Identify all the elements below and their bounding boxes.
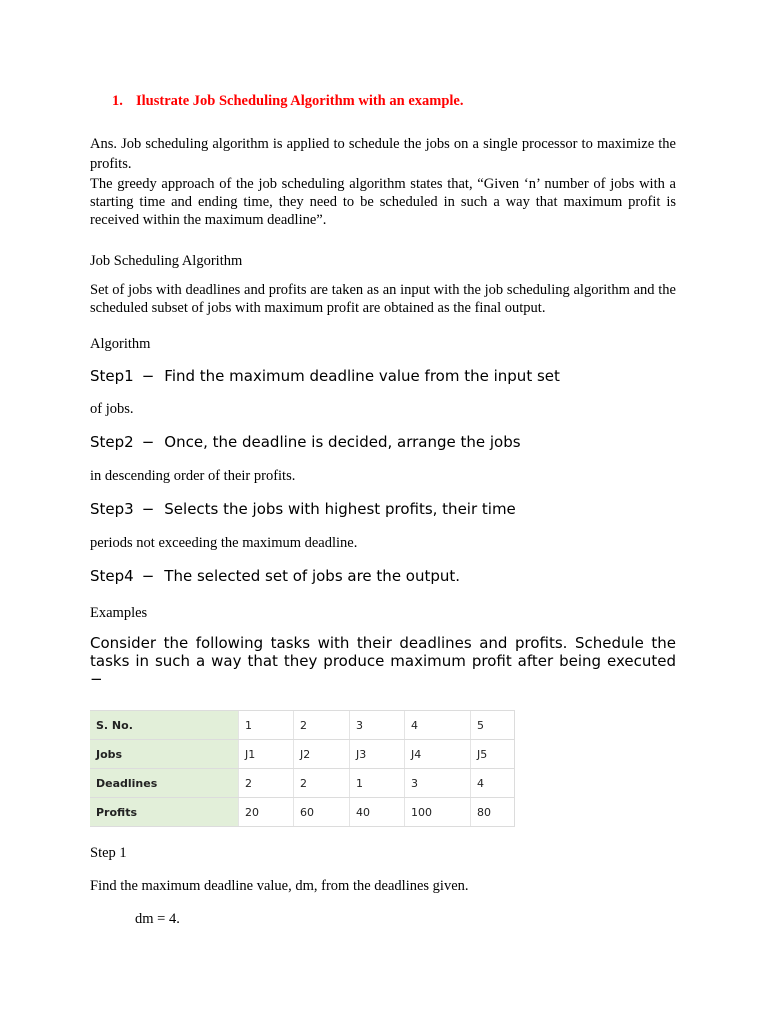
step-3	[90, 499, 516, 519]
row-header: Deadlines	[90, 769, 239, 798]
table-row	[90, 769, 515, 798]
step-text: The selected set of jobs are the output.	[164, 567, 461, 585]
step-2-continuation: in descending order of their profits.	[90, 468, 296, 484]
step-text: Once, the deadline is decided, arrange the jobs	[164, 433, 521, 451]
table-cell: 20	[239, 798, 294, 827]
table-cell: 2	[294, 711, 350, 740]
step-4	[90, 566, 460, 586]
table-cell: 1	[350, 769, 405, 798]
step-dash: −	[141, 367, 155, 385]
algorithm-title: Algorithm	[90, 336, 151, 352]
step-3-continuation: periods not exceeding the maximum deadline.	[90, 535, 358, 551]
table-cell: 4	[405, 711, 471, 740]
table-row	[90, 711, 515, 740]
table-row	[90, 798, 515, 827]
examples-text: Consider the following tasks with their deadlines and profits. Schedule the tasks in such a way that they produce maximum profit after being executed −	[90, 634, 676, 688]
row-header: Profits	[90, 798, 239, 827]
step-label: Step4	[90, 567, 134, 585]
examples-title: Examples	[90, 605, 148, 621]
question-text: Ilustrate Job Scheduling Algorithm with an example.	[136, 93, 464, 109]
table-cell: J1	[239, 740, 294, 769]
table-cell: J2	[294, 740, 350, 769]
step-label: Step3	[90, 500, 134, 518]
step-label: Step2	[90, 433, 134, 451]
step-text: Find the maximum deadline value from the input set	[164, 367, 560, 385]
table-cell: 1	[239, 711, 294, 740]
section-text: Set of jobs with deadlines and profits are taken as an input with the job scheduling algorithm and the scheduled subset of jobs with maximum profit are obtained as the final output.	[90, 282, 676, 316]
step-label: Step1	[90, 367, 134, 385]
table-cell: 2	[294, 769, 350, 798]
table-cell: 100	[405, 798, 471, 827]
question-number: 1.	[112, 93, 123, 109]
step-text: Selects the jobs with highest profits, their time	[164, 500, 516, 518]
step-1	[90, 366, 560, 386]
table-cell: 2	[239, 769, 294, 798]
question-heading	[112, 93, 463, 110]
step-dash: −	[141, 500, 155, 518]
step-dash: −	[141, 567, 155, 585]
table-cell: J4	[405, 740, 471, 769]
step-1-title: Step 1	[90, 845, 127, 861]
step-1-continuation: of jobs.	[90, 401, 134, 417]
table-cell: 3	[405, 769, 471, 798]
step-2	[90, 432, 521, 452]
table-cell: J3	[350, 740, 405, 769]
section-title: Job Scheduling Algorithm	[90, 253, 243, 269]
answer-intro: Ans. Job scheduling algorithm is applied to schedule the jobs on a single processor to maximize the profits.	[90, 136, 676, 172]
step-dash: −	[141, 433, 155, 451]
dm-equation: dm = 4.	[135, 911, 180, 927]
table-cell: J5	[471, 740, 515, 769]
table-cell: 4	[471, 769, 515, 798]
table-cell: 80	[471, 798, 515, 827]
greedy-paragraph: The greedy approach of the job scheduling algorithm states that, “Given ‘n’ number of jobs with a starting time and ending time, they need to be scheduled in such a way that maximum profit is received within the maximum deadline”.	[90, 176, 676, 228]
table-row	[90, 740, 515, 769]
row-header: S. No.	[90, 711, 239, 740]
table-cell: 40	[350, 798, 405, 827]
table-cell: 5	[471, 711, 515, 740]
jobs-table	[90, 710, 515, 827]
table-cell: 3	[350, 711, 405, 740]
table-cell: 60	[294, 798, 350, 827]
row-header: Jobs	[90, 740, 239, 769]
step-1-text: Find the maximum deadline value, dm, from the deadlines given.	[90, 878, 469, 894]
